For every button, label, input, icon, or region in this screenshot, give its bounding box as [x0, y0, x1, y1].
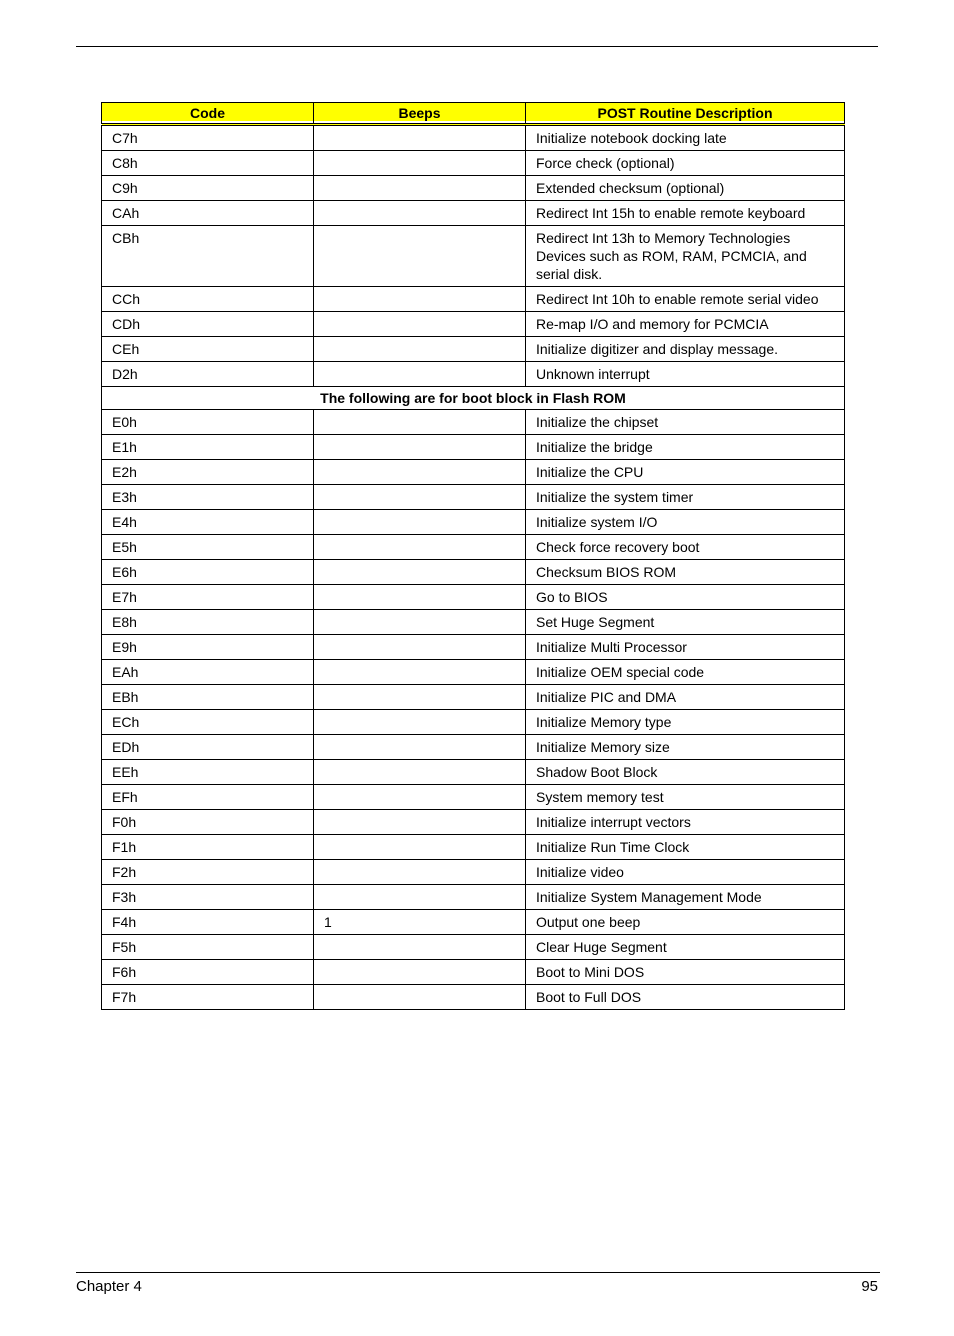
cell-beeps: [314, 835, 526, 860]
table-body-bottom: [102, 410, 845, 1010]
table-row: [102, 760, 845, 785]
cell-code: E9h: [102, 635, 314, 660]
cell-beeps: [314, 435, 526, 460]
header-rule: [76, 46, 878, 47]
cell-description: Initialize Run Time Clock: [526, 835, 845, 860]
cell-code: ECh: [102, 710, 314, 735]
cell-beeps: [314, 125, 526, 151]
cell-beeps: [314, 585, 526, 610]
cell-description: Initialize PIC and DMA: [526, 685, 845, 710]
table-row: [102, 735, 845, 760]
cell-beeps: [314, 960, 526, 985]
cell-beeps: [314, 810, 526, 835]
cell-beeps: [314, 685, 526, 710]
cell-description: Initialize Multi Processor: [526, 635, 845, 660]
cell-code: E4h: [102, 510, 314, 535]
table-row: [102, 510, 845, 535]
table-row: [102, 960, 845, 985]
cell-code: F1h: [102, 835, 314, 860]
cell-code: E6h: [102, 560, 314, 585]
table-row: [102, 176, 845, 201]
table-row: [102, 410, 845, 435]
cell-code: CCh: [102, 287, 314, 312]
cell-code: EBh: [102, 685, 314, 710]
cell-description: Initialize digitizer and display message.: [526, 337, 845, 362]
cell-beeps: [314, 660, 526, 685]
table-row: [102, 287, 845, 312]
cell-description: Shadow Boot Block: [526, 760, 845, 785]
cell-beeps: [314, 885, 526, 910]
table-row: [102, 910, 845, 935]
cell-code: CAh: [102, 201, 314, 226]
table-row: [102, 535, 845, 560]
table-row: [102, 685, 845, 710]
cell-code: D2h: [102, 362, 314, 387]
cell-description: Checksum BIOS ROM: [526, 560, 845, 585]
cell-code: F5h: [102, 935, 314, 960]
cell-description: Initialize video: [526, 860, 845, 885]
cell-description: Go to BIOS: [526, 585, 845, 610]
cell-code: E7h: [102, 585, 314, 610]
cell-beeps: [314, 710, 526, 735]
table-row: [102, 337, 845, 362]
cell-code: E2h: [102, 460, 314, 485]
cell-code: C7h: [102, 125, 314, 151]
cell-description: Extended checksum (optional): [526, 176, 845, 201]
table-row: [102, 201, 845, 226]
cell-beeps: [314, 226, 526, 287]
table-row: [102, 985, 845, 1010]
cell-code: F3h: [102, 885, 314, 910]
cell-description: Initialize system I/O: [526, 510, 845, 535]
cell-beeps: [314, 201, 526, 226]
cell-beeps: 1: [314, 910, 526, 935]
cell-beeps: [314, 460, 526, 485]
cell-code: F7h: [102, 985, 314, 1010]
cell-code: F0h: [102, 810, 314, 835]
section-label: The following are for boot block in Flash ROM: [102, 387, 845, 410]
cell-code: E5h: [102, 535, 314, 560]
cell-description: Initialize the system timer: [526, 485, 845, 510]
table-row: [102, 835, 845, 860]
cell-beeps: [314, 760, 526, 785]
cell-description: Boot to Mini DOS: [526, 960, 845, 985]
table-row: [102, 710, 845, 735]
cell-description: Initialize System Management Mode: [526, 885, 845, 910]
cell-description: Initialize the chipset: [526, 410, 845, 435]
cell-code: E1h: [102, 435, 314, 460]
cell-code: E0h: [102, 410, 314, 435]
cell-beeps: [314, 935, 526, 960]
cell-description: Redirect Int 10h to enable remote serial video: [526, 287, 845, 312]
cell-description: Boot to Full DOS: [526, 985, 845, 1010]
cell-code: EEh: [102, 760, 314, 785]
table-row: [102, 660, 845, 685]
cell-beeps: [314, 860, 526, 885]
cell-beeps: [314, 176, 526, 201]
cell-description: Redirect Int 15h to enable remote keyboard: [526, 201, 845, 226]
cell-code: E3h: [102, 485, 314, 510]
cell-description: Initialize Memory type: [526, 710, 845, 735]
cell-description: Output one beep: [526, 910, 845, 935]
footer-page-number: 95: [861, 1278, 878, 1295]
cell-beeps: [314, 312, 526, 337]
cell-description: Initialize notebook docking late: [526, 125, 845, 151]
cell-code: F2h: [102, 860, 314, 885]
cell-beeps: [314, 337, 526, 362]
table-header-row: [102, 103, 845, 125]
table-row: [102, 151, 845, 176]
cell-description: Initialize the bridge: [526, 435, 845, 460]
cell-code: C9h: [102, 176, 314, 201]
cell-beeps: [314, 560, 526, 585]
cell-description: Re-map I/O and memory for PCMCIA: [526, 312, 845, 337]
table-row: [102, 435, 845, 460]
cell-beeps: [314, 635, 526, 660]
section-row: [102, 387, 845, 410]
cell-code: EAh: [102, 660, 314, 685]
cell-description: System memory test: [526, 785, 845, 810]
cell-beeps: [314, 985, 526, 1010]
cell-description: Redirect Int 13h to Memory Technologies Devices such as ROM, RAM, PCMCIA, and serial disk.: [526, 226, 845, 287]
column-header-beeps: Beeps: [314, 103, 526, 125]
cell-description: Clear Huge Segment: [526, 935, 845, 960]
cell-beeps: [314, 510, 526, 535]
cell-beeps: [314, 410, 526, 435]
cell-beeps: [314, 735, 526, 760]
cell-description: Initialize Memory size: [526, 735, 845, 760]
cell-description: Initialize the CPU: [526, 460, 845, 485]
table-row: [102, 125, 845, 151]
table-row: [102, 485, 845, 510]
cell-description: Force check (optional): [526, 151, 845, 176]
table-row: [102, 610, 845, 635]
cell-code: E8h: [102, 610, 314, 635]
table-row: [102, 810, 845, 835]
table-row: [102, 560, 845, 585]
cell-description: Check force recovery boot: [526, 535, 845, 560]
cell-description: Initialize OEM special code: [526, 660, 845, 685]
table-body-top: [102, 125, 845, 387]
cell-code: F6h: [102, 960, 314, 985]
table-row: [102, 312, 845, 337]
cell-beeps: [314, 485, 526, 510]
cell-code: CDh: [102, 312, 314, 337]
cell-description: Unknown interrupt: [526, 362, 845, 387]
cell-beeps: [314, 610, 526, 635]
table-row: [102, 860, 845, 885]
table-row: [102, 885, 845, 910]
cell-code: CBh: [102, 226, 314, 287]
cell-code: CEh: [102, 337, 314, 362]
cell-beeps: [314, 362, 526, 387]
cell-beeps: [314, 287, 526, 312]
table-row: [102, 785, 845, 810]
cell-code: F4h: [102, 910, 314, 935]
cell-beeps: [314, 151, 526, 176]
table-row: [102, 585, 845, 610]
cell-beeps: [314, 535, 526, 560]
table-row: [102, 362, 845, 387]
column-header-description: POST Routine Description: [526, 103, 845, 125]
table-row: [102, 935, 845, 960]
footer-chapter: Chapter 4: [76, 1278, 142, 1295]
cell-beeps: [314, 785, 526, 810]
table-row: [102, 226, 845, 287]
table-row: [102, 635, 845, 660]
column-header-code: Code: [102, 103, 314, 125]
table-row: [102, 460, 845, 485]
post-code-table: [101, 102, 845, 1010]
cell-code: EDh: [102, 735, 314, 760]
cell-description: Initialize interrupt vectors: [526, 810, 845, 835]
cell-code: EFh: [102, 785, 314, 810]
footer-rule: [76, 1272, 880, 1273]
cell-code: C8h: [102, 151, 314, 176]
cell-description: Set Huge Segment: [526, 610, 845, 635]
